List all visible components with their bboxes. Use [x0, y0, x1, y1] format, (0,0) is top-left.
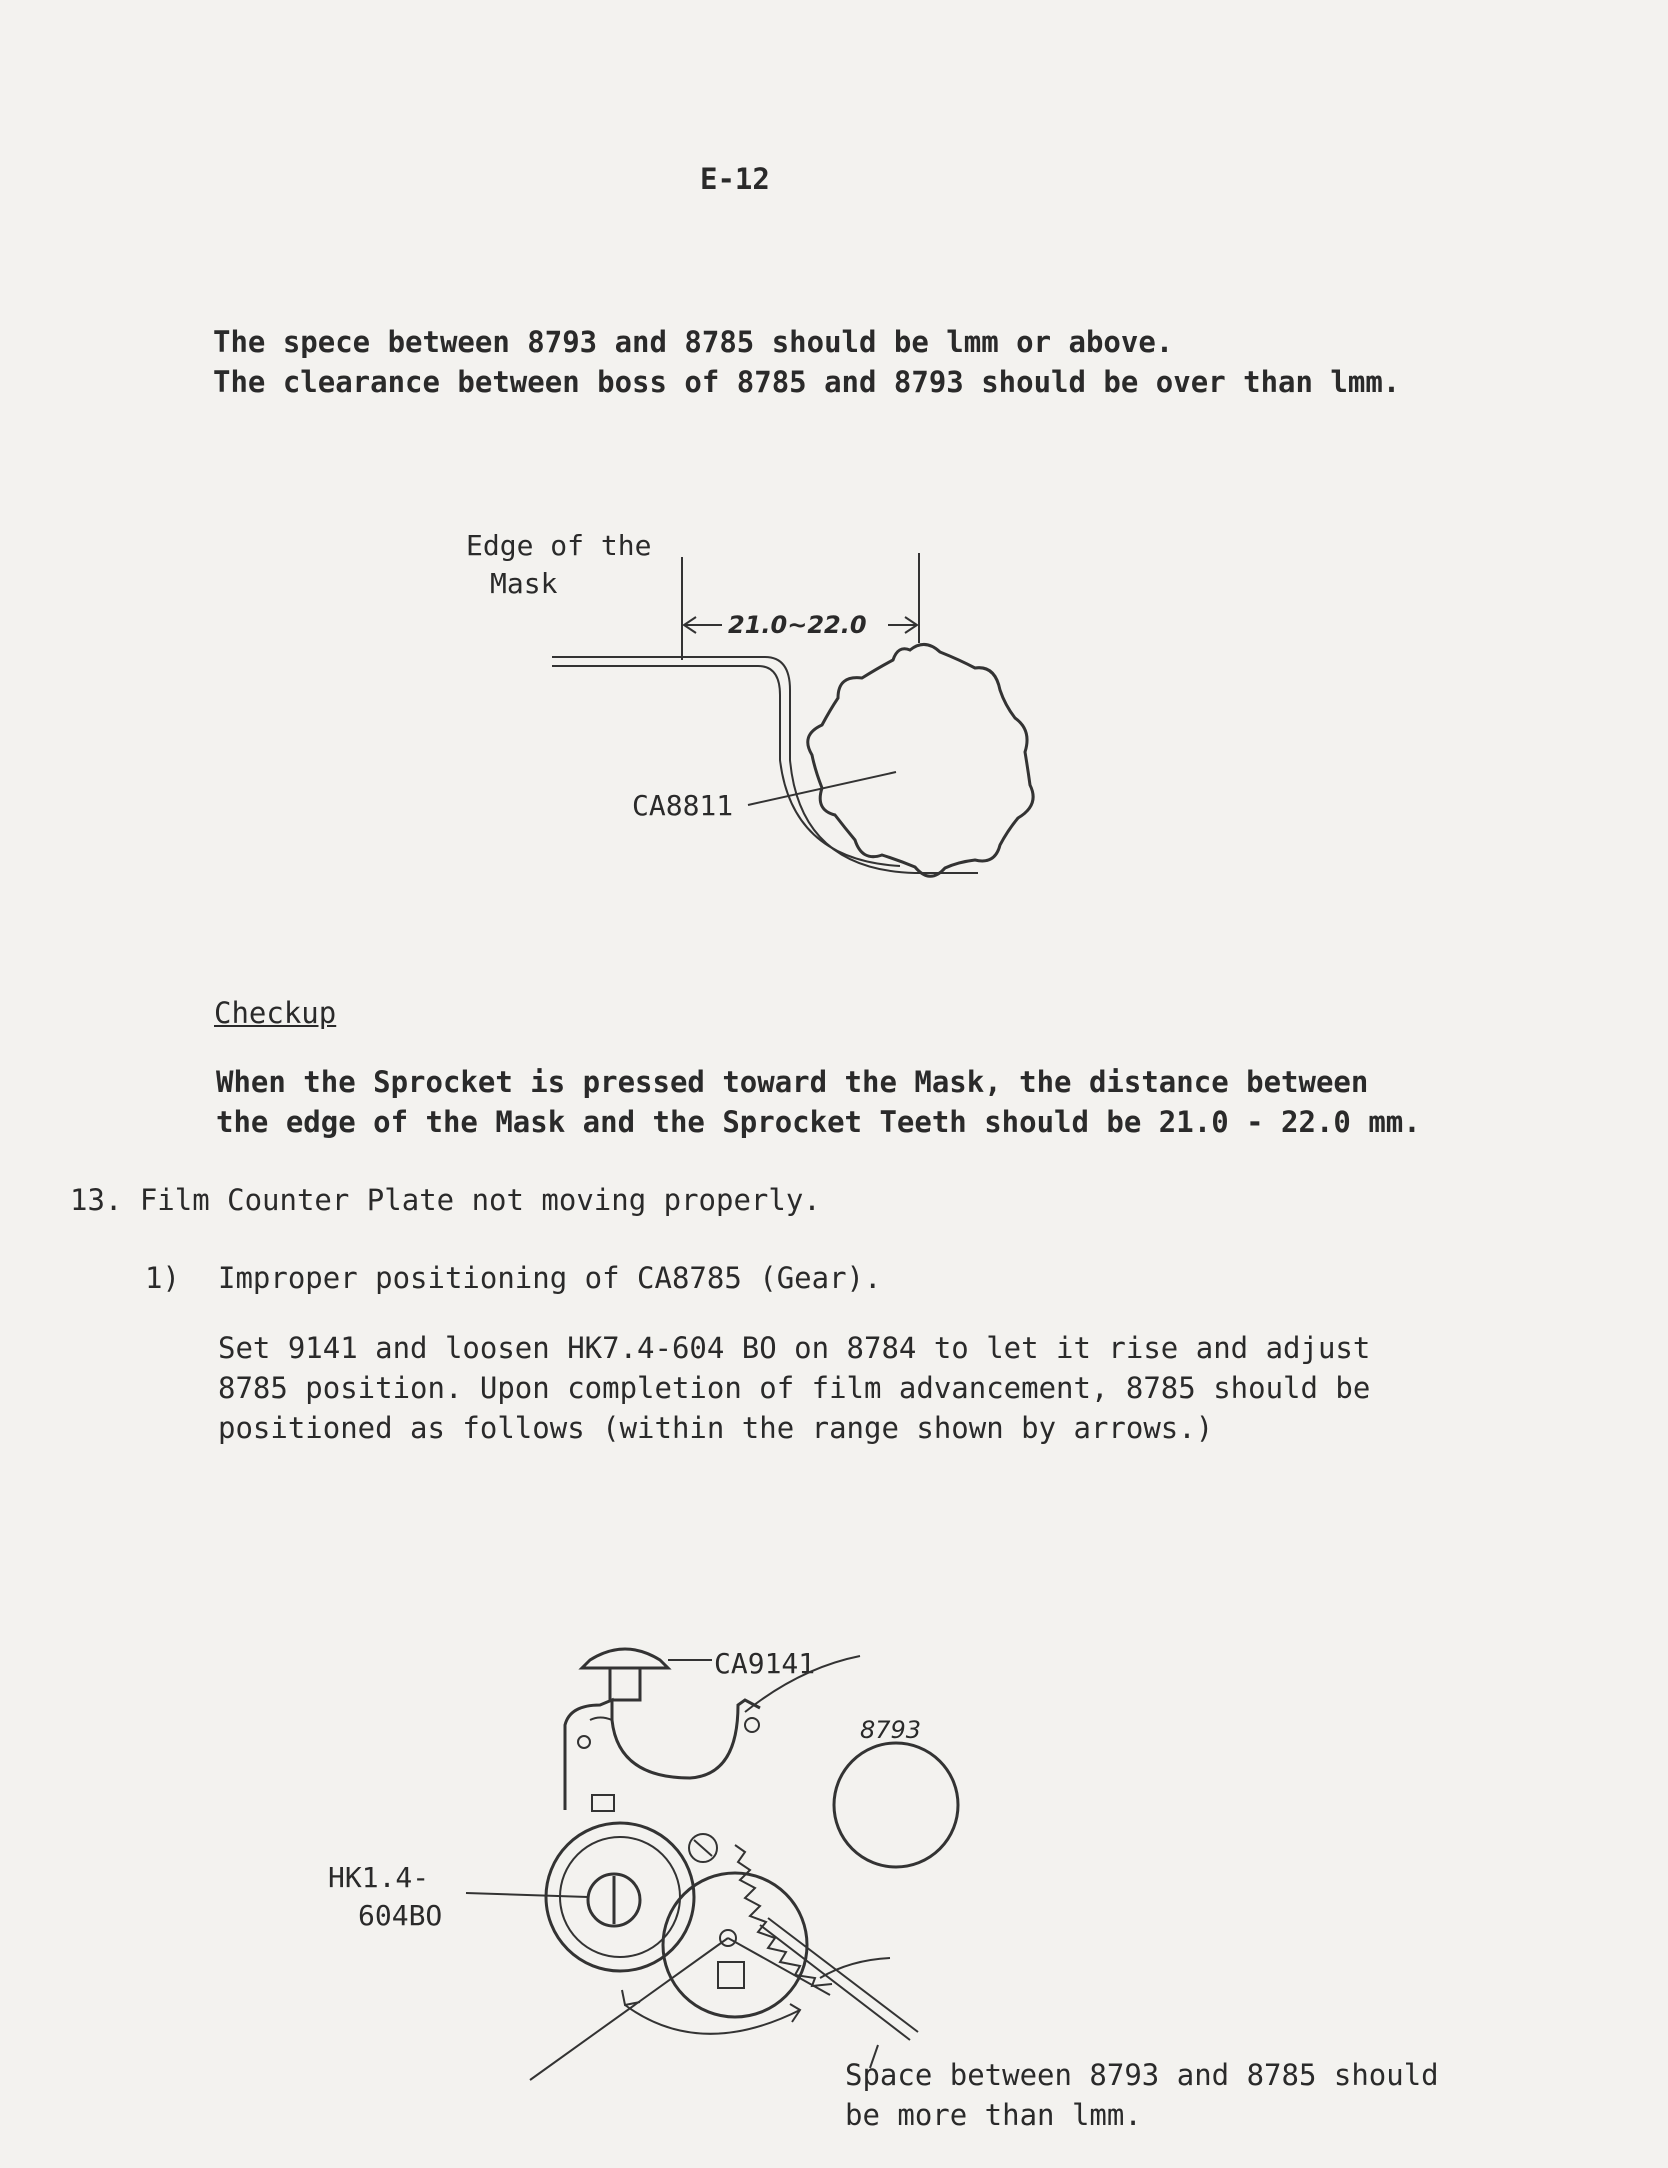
ca9141-screw-shaft [610, 1668, 640, 1700]
hk-label-line1: HK1.4- [328, 1861, 430, 1894]
ca9141-screw-head [582, 1649, 668, 1668]
item-13-body-line-1: Set 9141 and loosen HK7.4-604 BO on 8784 to let it rise and adjust [218, 1331, 1371, 1365]
range-line-right [728, 1938, 830, 1995]
small-screw [689, 1834, 717, 1862]
small-screw-slot [694, 1840, 712, 1856]
figure2-caption-line-2: be more than lmm. [845, 2098, 1142, 2132]
item-13-sub-title: Improper positioning of CA8785 (Gear). [218, 1261, 882, 1295]
hk-label-line2: 604BO [358, 1899, 443, 1932]
base-plate-top [565, 1700, 760, 1810]
figure2-caption-line-1: Space between 8793 and 8785 should [845, 2058, 1439, 2092]
ca9141-label: CA9141 [714, 1647, 816, 1680]
gear-8793-label: 8793 [860, 1716, 922, 1744]
gear-8785-teeth [735, 1845, 832, 1986]
range-arc [625, 2005, 800, 2034]
gear-8793-arc [745, 1656, 860, 1712]
intro-line-1: The spece between 8793 and 8785 should be lmm or above. [213, 325, 1174, 359]
hk-screw-gear-inner [560, 1837, 680, 1957]
edge-label-line2: Mask [490, 567, 558, 600]
item-13-title: 13. Film Counter Plate not moving properly. [70, 1183, 821, 1217]
gear-8793-circle [834, 1743, 958, 1867]
checkup-line-1: When the Sprocket is pressed toward the Mask, the distance between [216, 1065, 1369, 1099]
plate-edge-line-1 [760, 1925, 910, 2040]
item-13-sub-number: 1) [145, 1261, 180, 1295]
plate-hole-right [745, 1718, 759, 1732]
plate-slot [592, 1795, 614, 1811]
plate-hole-left [578, 1736, 590, 1748]
hk-leader [466, 1893, 588, 1897]
plate-edge-line-2 [768, 1918, 918, 2032]
dimension-value: 21.0~22.0 [728, 611, 867, 639]
range-line-left [530, 1938, 728, 2080]
mask-inner-line [552, 666, 900, 866]
gear-8785 [663, 1873, 807, 2017]
checkup-line-2: the edge of the Mask and the Sprocket Teeth should be 21.0 - 22.0 mm. [216, 1105, 1421, 1139]
ca8811-leader [748, 772, 896, 805]
range-arrowhead-left [622, 1990, 640, 2005]
mask-outer-line [552, 657, 978, 873]
checkup-heading: Checkup [214, 996, 337, 1030]
item-13-body-line-2: 8785 position. Upon completion of film advancement, 8785 should be [218, 1371, 1371, 1405]
gear-8785-pin [720, 1930, 736, 1946]
dimension-arrowhead-right [905, 617, 917, 633]
sprocket-wheel [808, 644, 1033, 876]
gear-edge-curve [820, 1958, 890, 1978]
page-number: E-12 [700, 162, 770, 196]
intro-line-2: The clearance between boss of 8785 and 8793 should be over than lmm. [213, 365, 1401, 399]
ca8811-label: CA8811 [632, 789, 734, 822]
dimension-arrowhead-left [684, 617, 696, 633]
range-arrowhead-right [790, 2004, 800, 2022]
edge-label-line1: Edge of the [466, 529, 652, 562]
item-13-body-line-3: positioned as follows (within the range shown by arrows.) [218, 1411, 1214, 1445]
gear-8785-slot [718, 1962, 744, 1988]
hk-screw-head [588, 1874, 640, 1926]
plate-notch [590, 1718, 612, 1721]
hk-screw-gear-outer [546, 1823, 694, 1971]
